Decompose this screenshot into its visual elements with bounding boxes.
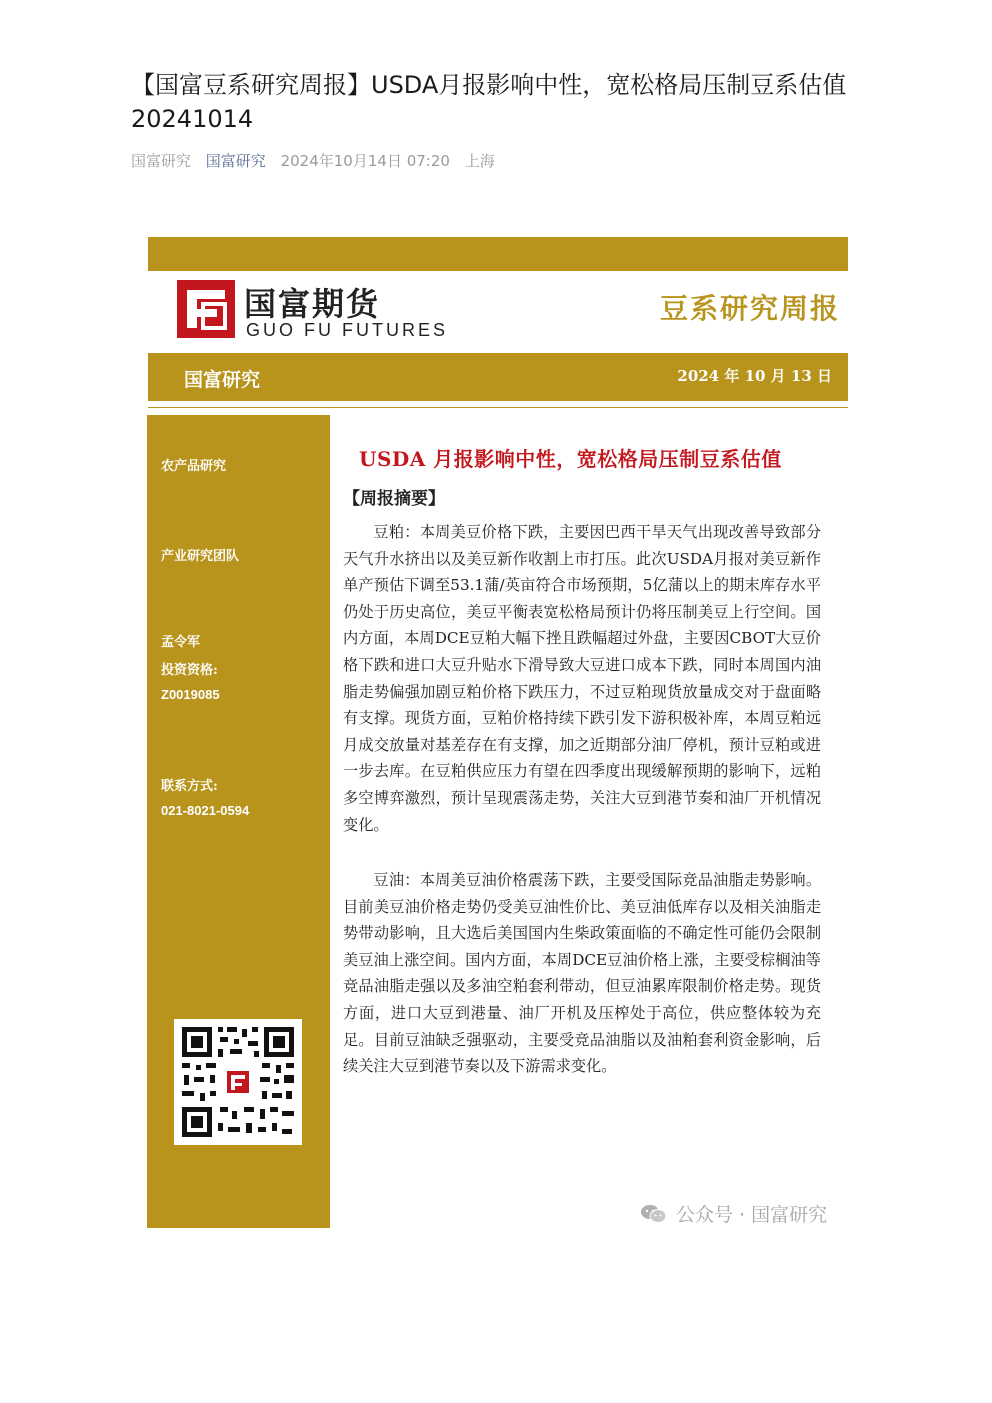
paragraph-soyoil: 豆油：本周美豆油价格震荡下跌，主要受国际竞品油脂走势影响。目前美豆油价格走势仍受美豆油性价比、美豆油低库存以及相关油脂走势带动影响，且大选后美国国内生柴政策面临的不确定性可能仍会限制美豆油上涨空间。国内方面，本周DCE豆油价格上涨，主要受棕榈油等竞品油脂走强以及多油空粕套利带动，但豆油累库限制价格走势。现货方面，进口大豆到港量、油厂开机及压榨处于高位，供应整体较为充足。目前豆油缺乏强驱动，主要受竞品油脂以及油粕套利资金影响，后续关注大豆到港节奏以及下游需求变化。: [343, 871, 821, 1076]
report-headline: USDA 月报影响中性，宽松格局压制豆系估值: [359, 447, 782, 471]
article-title: 【国富豆系研究周报】USDA月报影响中性，宽松格局压制豆系估值20241014: [131, 71, 847, 133]
wechat-watermark: [640, 1200, 827, 1227]
sidebar: [147, 415, 330, 1228]
qualification-id: Z0019085: [161, 687, 220, 702]
section-title: 【周报摘要】: [343, 489, 445, 509]
header-band: [148, 353, 848, 401]
divider: [148, 407, 848, 408]
watermark-text: 公众号 · 国富研究: [676, 1204, 828, 1226]
qualification-label: 投资资格:: [161, 663, 218, 678]
company-name-cn: 国富期货: [244, 285, 381, 323]
category-label: 农产品研究: [161, 459, 227, 474]
contact-phone: 021-8021-0594: [161, 803, 250, 818]
report-date: 2024 年 10 月 13 日: [677, 367, 832, 385]
article-meta: [131, 150, 505, 171]
report-image: [147, 237, 848, 1228]
top-bar: [148, 237, 848, 271]
publish-datetime: 2024年10月14日 07:20: [280, 152, 450, 170]
report-type: 豆系研究周报: [659, 292, 840, 325]
company-logo-icon: [177, 280, 235, 338]
author-name: 孟令军: [161, 635, 201, 650]
band-label: 国富研究: [184, 369, 261, 391]
qr-code-icon: [174, 1019, 302, 1145]
paragraph-soymeal: 豆粕：本周美豆价格下跌，主要因巴西干旱天气出现改善导致部分天气升水挤出以及美豆新作收割上市打压。此次USDA月报对美豆新作单产预估下调至53.1蒲/英亩符合市场预期，5亿蒲以上的期末库存水平仍处于历史高位，美豆平衡表宽松格局预计仍将压制美豆上行空间。国内方面，本周DCE豆粕大幅下挫且跌幅超过外盘，主要因CBOT大豆价格下跌和进口大豆升贴水下滑导致大豆进口成本下跌，同时本周国内油脂走势偏强加剧豆粕价格下跌压力，不过豆粕现货放量成交对于盘面略有支撑。现货方面，豆粕价格持续下跌引发下游积极补库，本周豆粕远月成交放量对基差存在有支撑，加之近期部分油厂停机，预计豆粕或进一步去库。在豆粕供应压力有望在四季度出现缓解预期的影响下，远粕多空博弈激烈，预计呈现震荡走势，关注大豆到港节奏和油厂开机情况变化。: [343, 523, 821, 834]
publish-location: 上海: [464, 152, 495, 170]
account-link[interactable]: 国富研究: [205, 152, 266, 170]
article-source: 国富研究: [131, 152, 192, 170]
wechat-icon: [640, 1204, 668, 1224]
contact-label: 联系方式:: [161, 779, 218, 794]
team-label: 产业研究团队: [161, 549, 240, 564]
company-name-en: GUO FU FUTURES: [246, 320, 448, 340]
